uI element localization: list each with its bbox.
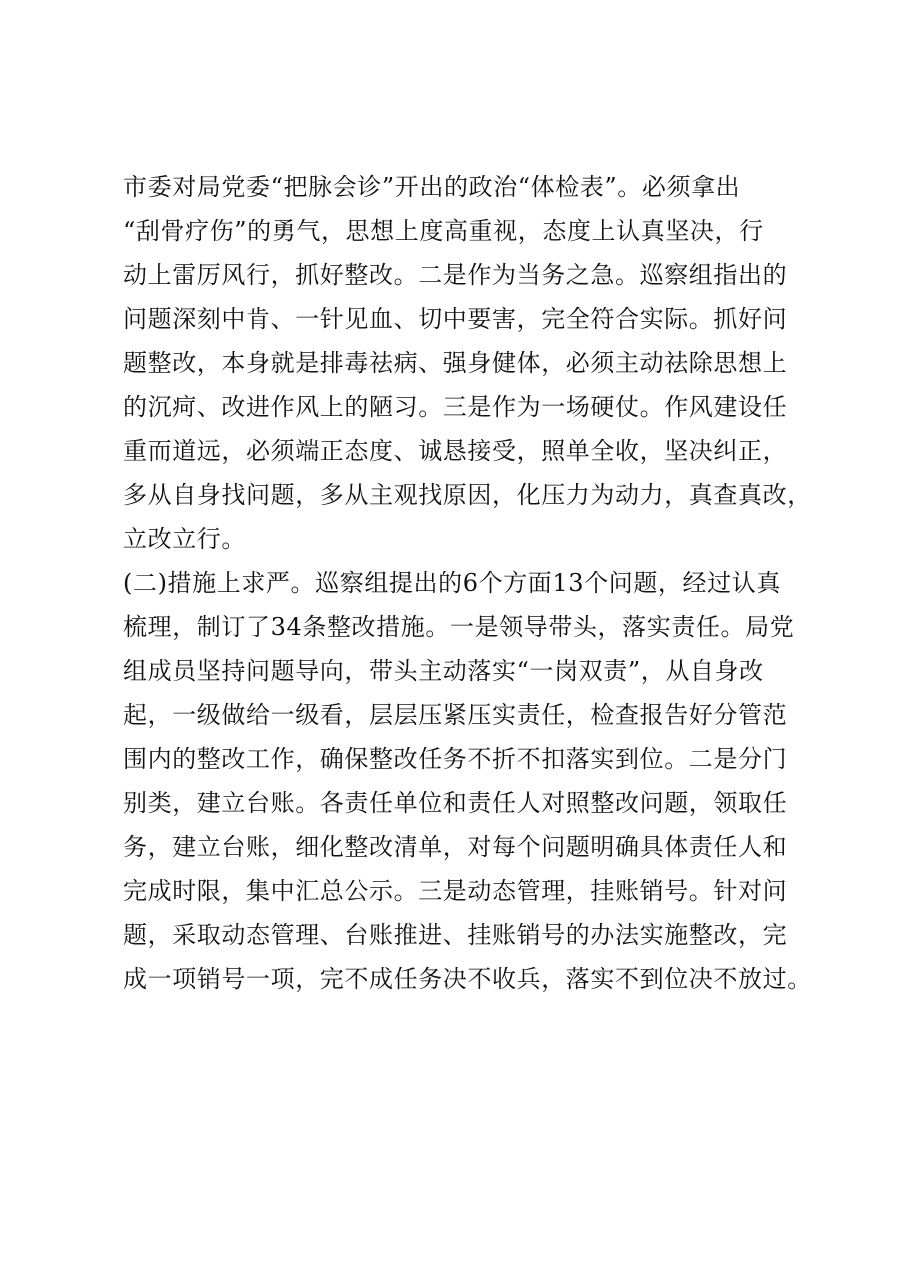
text-line: 完成时限，集中汇总公示。三是动态管理，挂账销号。针对问 <box>123 877 788 905</box>
text-line: 梳理，制订了34条整改措施。一是领导带头，落实责任。局党 <box>123 613 795 641</box>
text-line: 组成员坚持问题导向，带头主动落实“一岗双责”，从自身改 <box>123 657 764 685</box>
text-line: 围内的整改工作，确保整改任务不折不扣落实到位。二是分门 <box>123 745 788 773</box>
text-line: 别类，建立台账。各责任单位和责任人对照整改问题，领取任 <box>123 789 788 817</box>
text-line: “刮骨疗伤”的勇气，思想上度高重视，态度上认真坚决，行 <box>123 217 764 245</box>
text-line: 立改立行。 <box>123 525 246 553</box>
text-line: 务，建立台账，细化整改清单，对每个问题明确具体责任人和 <box>123 833 788 861</box>
text-line: 起，一级做给一级看，层层压紧压实责任，检查报告好分管范 <box>123 701 788 729</box>
body-text <box>123 165 823 1001</box>
text-line: 动上雷厉风行，抓好整改。二是作为当务之急。巡察组指出的 <box>123 261 788 289</box>
text-line: 重而道远，必须端正态度、诚恳接受，照单全收，坚决纠正， <box>123 437 788 465</box>
text-line: 市委对局党委“把脉会诊”开出的政治“体检表”。必须拿出 <box>123 173 741 201</box>
text-line: 题，采取动态管理、台账推进、挂账销号的办法实施整改，完 <box>123 921 788 949</box>
text-line: 成一项销号一项，完不成任务决不收兵，落实不到位决不放过。 <box>123 965 812 993</box>
text-line: 的沉疴、改进作风上的陋习。三是作为一场硬仗。作风建设任 <box>123 393 788 421</box>
section-heading-line: (二)措施上求严。巡察组提出的6个方面13个问题，经过认真 <box>123 569 781 597</box>
text-line: 多从自身找问题，多从主观找原因，化压力为动力，真查真改， <box>123 481 812 509</box>
text-line: 问题深刻中肯、一针见血、切中要害，完全符合实际。抓好问 <box>123 305 788 333</box>
text-line: 题整改，本身就是排毒祛病、强身健体，必须主动祛除思想上 <box>123 349 788 377</box>
